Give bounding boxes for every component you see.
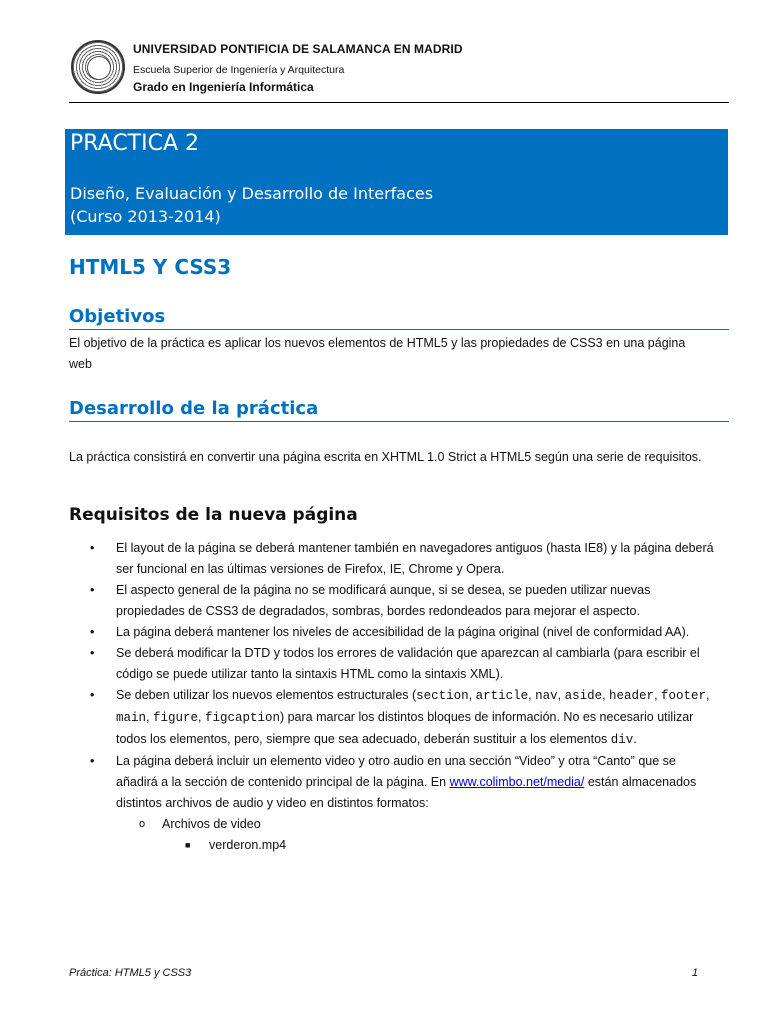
bullet-icon: • [90, 754, 95, 768]
bullet-icon: • [90, 541, 95, 555]
subitem-text: Archivos de video [162, 817, 261, 831]
page-footer: Práctica: HTML5 y CSS3 [69, 967, 192, 979]
document-header [69, 38, 729, 103]
subsubitem-text: verderon.mp4 [209, 838, 287, 852]
code-header: header [609, 689, 655, 703]
degree-name: Grado en Ingeniería Informática [133, 80, 314, 94]
requisitos-list [69, 538, 719, 856]
code-footer: footer [661, 689, 707, 703]
bullet-icon: • [90, 646, 95, 660]
code-figure: figure [152, 711, 198, 725]
document-title: HTML5 Y CSS3 [69, 255, 232, 279]
list-item-text: La página deberá incluir un elemento video y otro audio en una sección “Video” y otra “Canto” que se añadirá a la sección de contenido principal de la página. En [116, 754, 676, 789]
code-div: div [610, 733, 634, 747]
bullet-icon: • [90, 583, 95, 597]
course-year: (Curso 2013-2014) [70, 207, 221, 226]
title-banner [65, 129, 728, 235]
list-item-text: El aspecto general de la página no se modificará aunque, si se desea, se pueden utilizar nuevas propiedades de CSS3 de degradados, sombras, bordes redondeados para mejorar el aspecto. [116, 583, 651, 618]
list-subsubitem [69, 835, 719, 856]
objetivos-heading: Objetivos [69, 306, 729, 330]
desarrollo-text: La práctica consistirá en convertir una página escrita en XHTML 1.0 Strict a HTML5 según una serie de requisitos. [69, 450, 702, 464]
course-subtitle: Diseño, Evaluación y Desarrollo de Interfaces [70, 184, 434, 203]
list-subitem [69, 814, 719, 835]
square-bullet-icon: ■ [185, 840, 191, 850]
code-nav: nav [535, 689, 558, 703]
code-main: main [116, 711, 147, 725]
objetivos-text: El objetivo de la práctica es aplicar los nuevos elementos de HTML5 y las propiedades de CSS3 en una página web [69, 336, 686, 371]
university-seal-icon [71, 40, 125, 94]
code-aside: aside [564, 689, 603, 703]
list-item-text: están almacenados distintos archivos de audio y video en distintos formatos: [116, 775, 697, 810]
requisitos-heading: Requisitos de la nueva página [69, 505, 358, 525]
code-section: section [416, 689, 469, 703]
list-item-middle: ) para marcar los distintos bloques de información. No es necesario utilizar todos los elementos, pero, siempre que sea adecuado, deberán sustituir a los elementos [116, 710, 694, 746]
page-number: 1 [692, 967, 699, 979]
media-link[interactable]: www.colimbo.net/media/ [449, 775, 585, 789]
list-item-prefix: Se deben utilizar los nuevos elementos estructurales ( [116, 688, 417, 702]
desarrollo-heading: Desarrollo de la práctica [69, 398, 729, 422]
university-name: UNIVERSIDAD PONTIFICIA DE SALAMANCA EN MADRID [133, 42, 463, 56]
list-item: • Se deben utilizar los nuevos elementos estructurales (section, article, nav, aside, header, footer, main, figure, figcaption) para marcar los distintos bloques de información. No es necesario utilizar todos los elementos, pero, siempre que sea adecuado, deberán sustituir a los elementos div. [69, 685, 719, 751]
list-item [69, 643, 719, 685]
practice-title: PRACTICA 2 [70, 131, 200, 156]
list-item-suffix: . [633, 732, 637, 746]
list-item-text: Se deberá modificar la DTD y todos los errores de validación que aparezcan al cambiarla (para escribir el código se puede utilizar tanto la sintaxis HTML como la sintaxis XML). [116, 646, 700, 681]
list-item [69, 580, 719, 622]
school-name: Escuela Superior de Ingeniería y Arquitectura [133, 64, 345, 76]
list-item [69, 538, 719, 580]
code-figcaption: figcaption [204, 711, 280, 725]
list-item-text: El layout de la página se deberá mantener también en navegadores antiguos (hasta IE8) y la página deberá ser funcional en las últimas versiones de Firefox, IE, Chrome y Opera. [116, 541, 714, 576]
list-item [69, 622, 719, 643]
code-article: article [475, 689, 529, 703]
list-item [69, 751, 719, 814]
bullet-icon: • [90, 625, 95, 639]
list-item-text: La página deberá mantener los niveles de accesibilidad de la página original (nivel de conformidad AA). [116, 625, 690, 639]
circle-bullet-icon: o [139, 818, 146, 830]
bullet-icon: • [90, 688, 95, 702]
